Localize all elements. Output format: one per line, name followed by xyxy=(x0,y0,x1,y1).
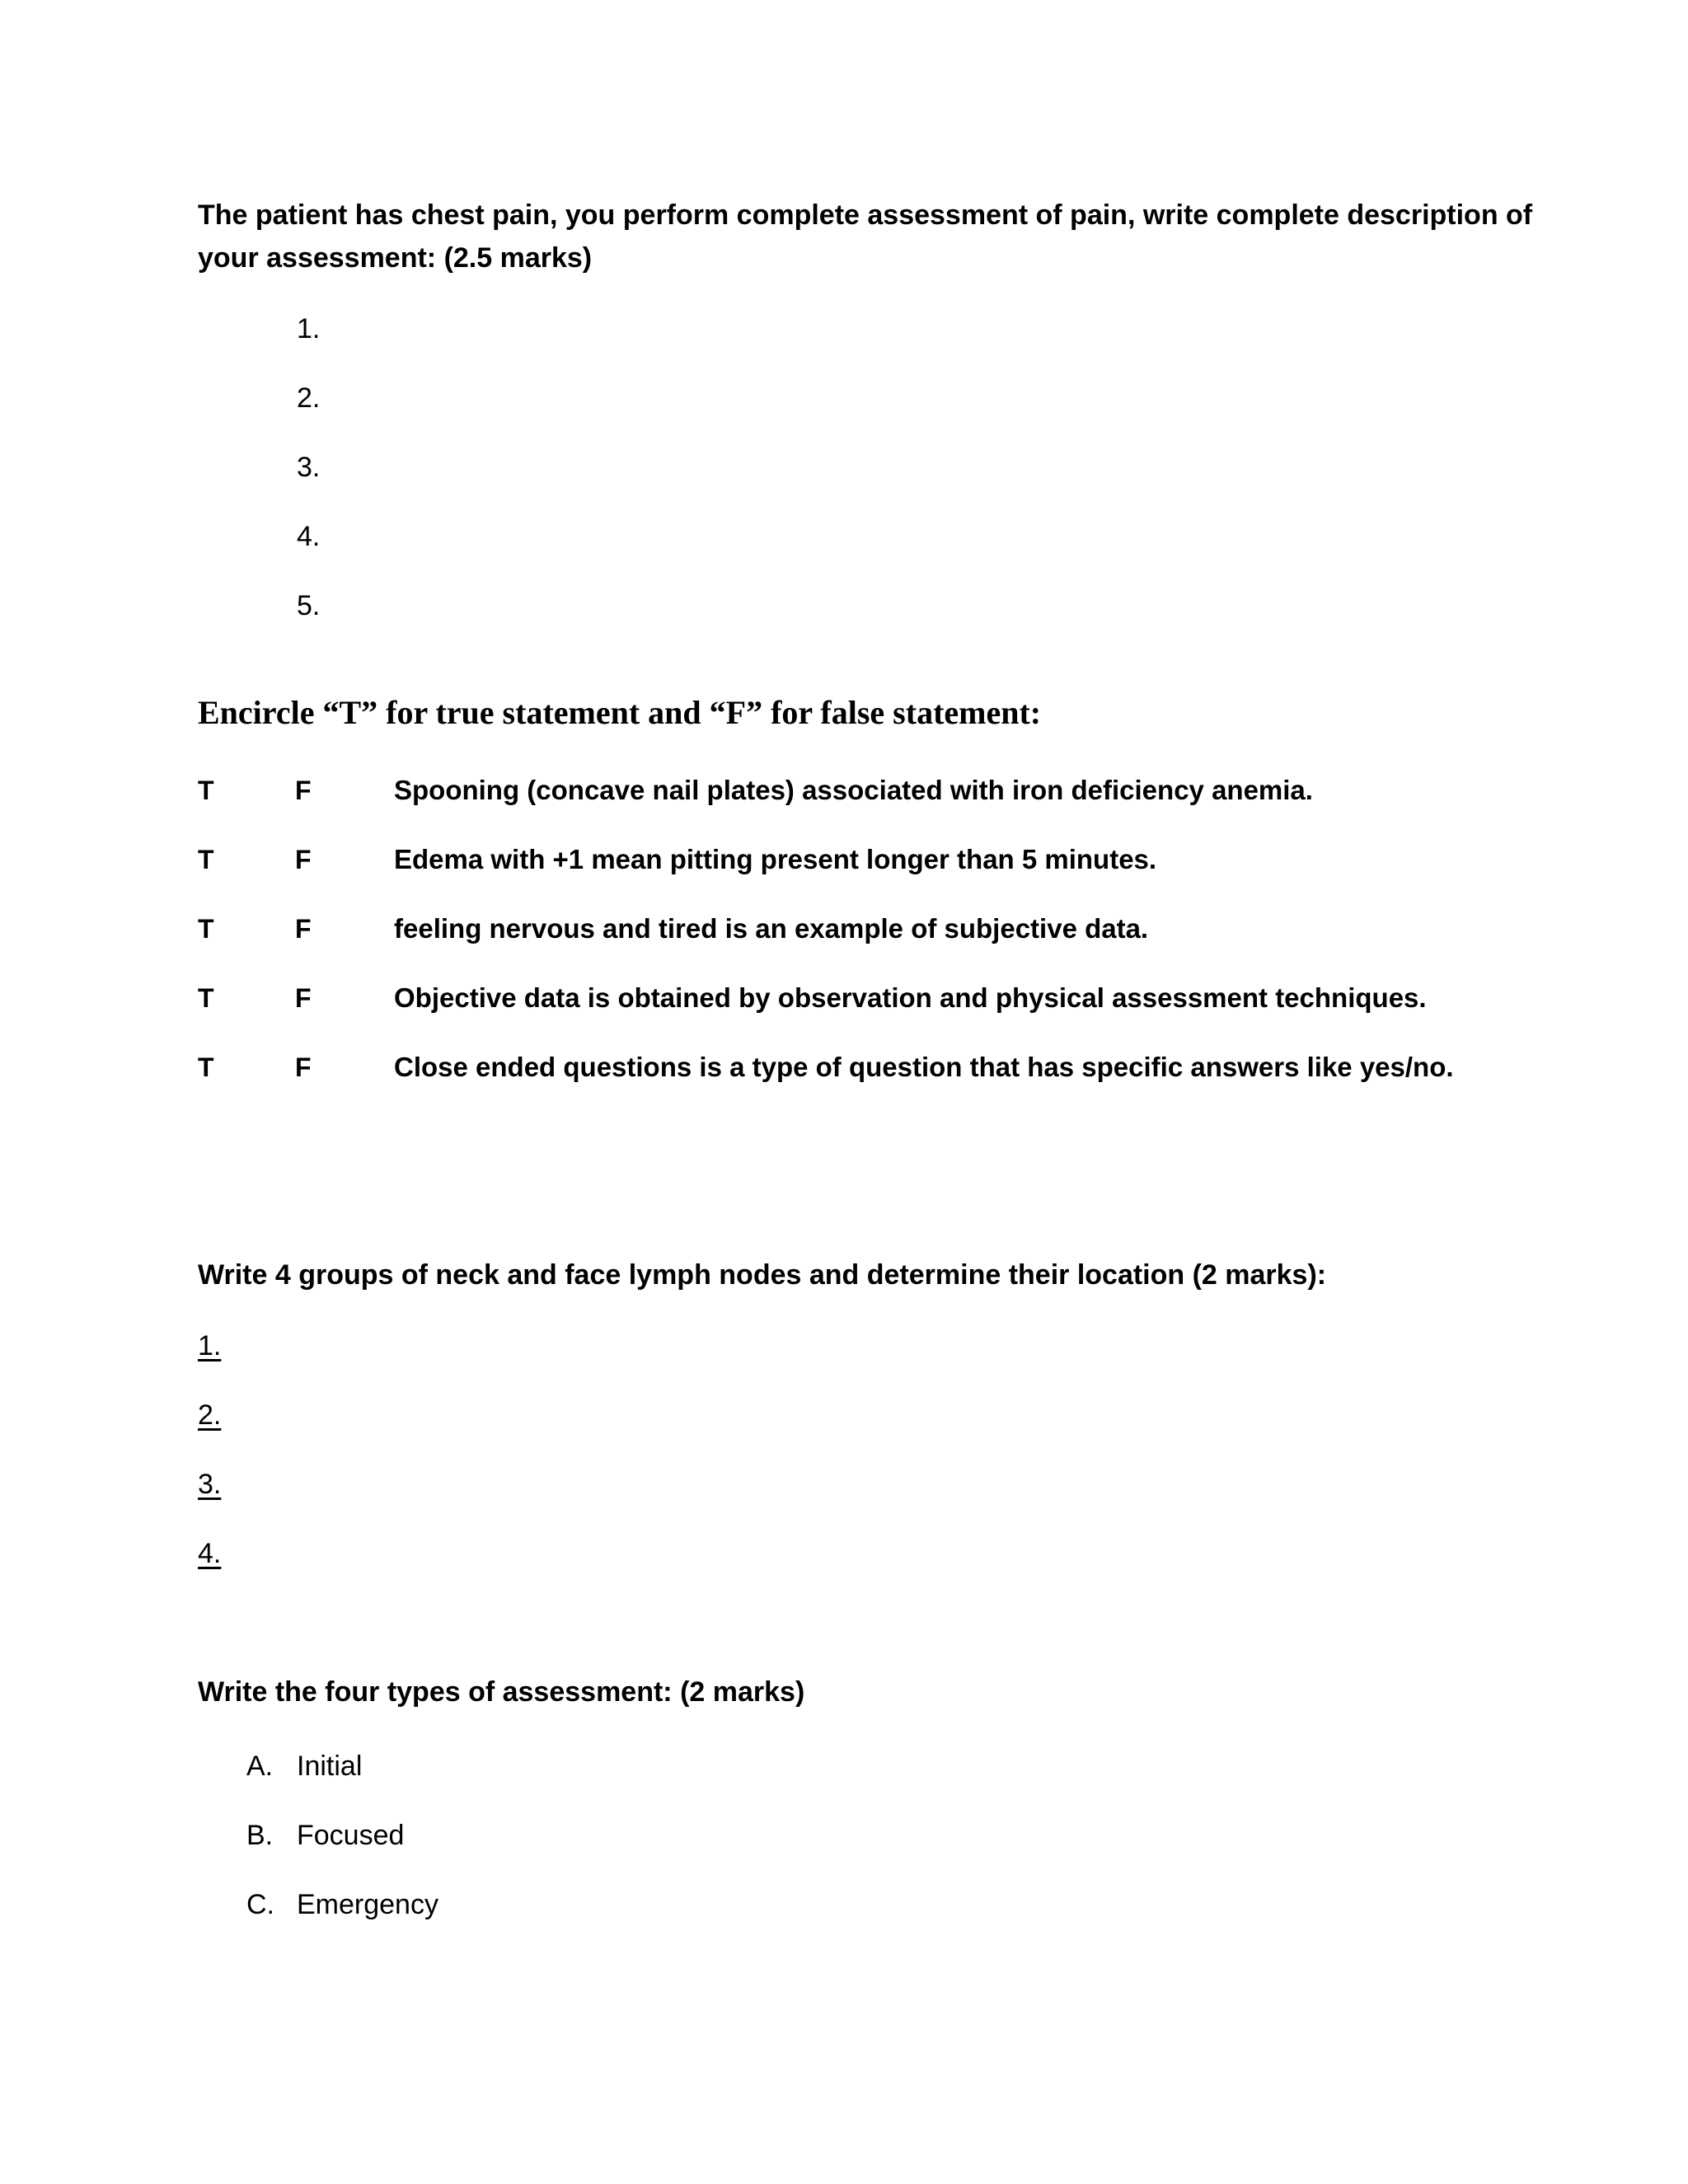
tf-row-4-true: T xyxy=(198,983,214,1013)
assessment-types-heading: Write the four types of assessment: (2 marks) xyxy=(198,1676,805,1708)
true-false-heading: Encircle “T” for true statement and “F” for false statement: xyxy=(198,694,1042,731)
question-1-line-2: your assessment: (2.5 marks) xyxy=(198,242,593,274)
assessment-item-b-letter: B. xyxy=(246,1820,274,1851)
q3-number-4: 4. xyxy=(198,1538,222,1569)
tf-row-1-false: F xyxy=(295,776,312,805)
assessment-item-a-text: Initial xyxy=(297,1750,363,1782)
assessment-item-b-text: Focused xyxy=(297,1820,405,1851)
tf-row-2-true: T xyxy=(198,845,214,874)
tf-row-5-true: T xyxy=(198,1052,214,1082)
tf-row-4-statement: Objective data is obtained by observation and physical assessment techniques. xyxy=(394,982,1427,1013)
tf-row-3-false: F xyxy=(295,914,312,944)
tf-row-1-statement: Spooning (concave nail plates) associated with iron deficiency anemia. xyxy=(394,775,1313,805)
tf-row-5-false: F xyxy=(295,1052,312,1082)
assessment-item-a-letter: A. xyxy=(246,1750,274,1782)
assessment-item-c-text: Emergency xyxy=(297,1889,438,1920)
q3-number-3: 3. xyxy=(198,1469,222,1500)
tf-row-3-true: T xyxy=(198,914,214,944)
tf-row-5-statement: Close ended questions is a type of question that has specific answers like yes/no. xyxy=(394,1052,1454,1082)
q1-number-4: 4. xyxy=(297,521,321,552)
q1-number-1: 1. xyxy=(297,313,321,344)
question-1-line-1: The patient has chest pain, you perform complete assessment of pain, write complete description of xyxy=(198,199,1533,231)
tf-row-1-true: T xyxy=(198,776,214,805)
q1-number-3: 3. xyxy=(297,452,321,483)
tf-row-2-statement: Edema with +1 mean pitting present longer than 5 minutes. xyxy=(394,844,1157,874)
tf-row-2-false: F xyxy=(295,845,312,874)
q3-number-1: 1. xyxy=(198,1330,222,1361)
q3-number-2: 2. xyxy=(198,1399,222,1431)
lymph-nodes-heading: Write 4 groups of neck and face lymph nodes and determine their location (2 marks): xyxy=(198,1259,1327,1291)
tf-row-3-statement: feeling nervous and tired is an example of subjective data. xyxy=(394,913,1149,944)
q1-number-5: 5. xyxy=(297,590,321,621)
tf-row-4-false: F xyxy=(295,983,312,1013)
assessment-item-c-letter: C. xyxy=(246,1889,274,1920)
q1-number-2: 2. xyxy=(297,382,321,414)
